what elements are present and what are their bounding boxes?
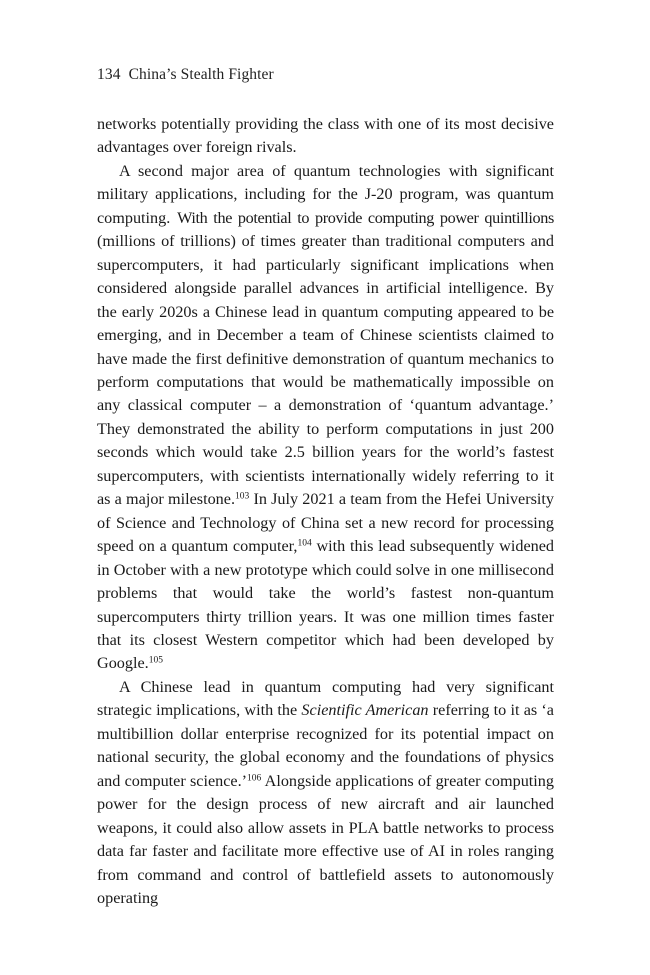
paragraph-text: A Chinese lead in quantum computing had very significant strategic implications, with the [97,677,554,720]
footnote-ref-103: 103 [235,491,250,502]
footnote-ref-105: 105 [148,655,163,666]
footnote-ref-104: 104 [297,538,312,549]
footnote-ref-106: 106 [247,773,262,783]
publication-title: Scientific American [301,701,429,720]
paragraph-2 [97,160,554,676]
paragraph-3 [97,676,554,911]
running-head [97,66,274,84]
paragraph-text: (millions of trillions) of times greater than traditional computers and supercomputers, it had particularly significant implications when considered alongside parallel advances in artificial intelligence. By the early 2020s a Chinese lead in quantum computing appeared to be emerging, and in December a team of Chinese scientists claimed to have made the first definitive demonstration of quantum mechanics to perform computations that would be mathematically impossible on any classical computer – a demonstration of ‘quantum advantage.’ They demonstrated the ability to perform computations in just 200 seconds which would take 2.5 billion years for the world’s fastest supercomputers, with scientists internationally widely referring to it as a major milestone. [97,232,554,509]
paragraph-text: networks potentially providing the class with one of its most decisive advantages over foreign rivals. [97,115,554,157]
paragraph-text: Alongside applications of greater computing power for the design process of new aircraft and air launched weapons, it could also allow assets in PLA battle networks to process data far faster and facilitate more effective use of AI in roles ranging from command and control of battlefield assets to autonomously operating [97,771,554,907]
paragraph-1 [97,113,554,160]
paragraph-text: with this lead subsequently widened in October with a new prototype which could solve in one millisecond problems that would take the world’s fastest non-quantum supercomputers thirty trillion years. It was one million times faster that its closest Western competitor which had been developed by Google. [97,537,554,673]
running-title: China’s Stealth Fighter [128,66,274,83]
paragraph-text: A second major area of quantum technologies with significant military applications, including for the J-20 program, was quantum computing. [97,161,554,227]
body-text [97,113,554,910]
page-number: 134 [97,66,121,83]
paragraph-text: referring to it as ‘a multibillion dollar enterprise recognized for its potential impact on national security, the global economy and the foundations of physics and computer science.’ [97,701,554,790]
paragraph-text: With the potential to provide computing power quintillions [177,208,554,227]
paragraph-text: In July 2021 a team from the Hefei University of Science and Technology of China set a new record for processing speed on a quantum computer, [97,490,554,556]
